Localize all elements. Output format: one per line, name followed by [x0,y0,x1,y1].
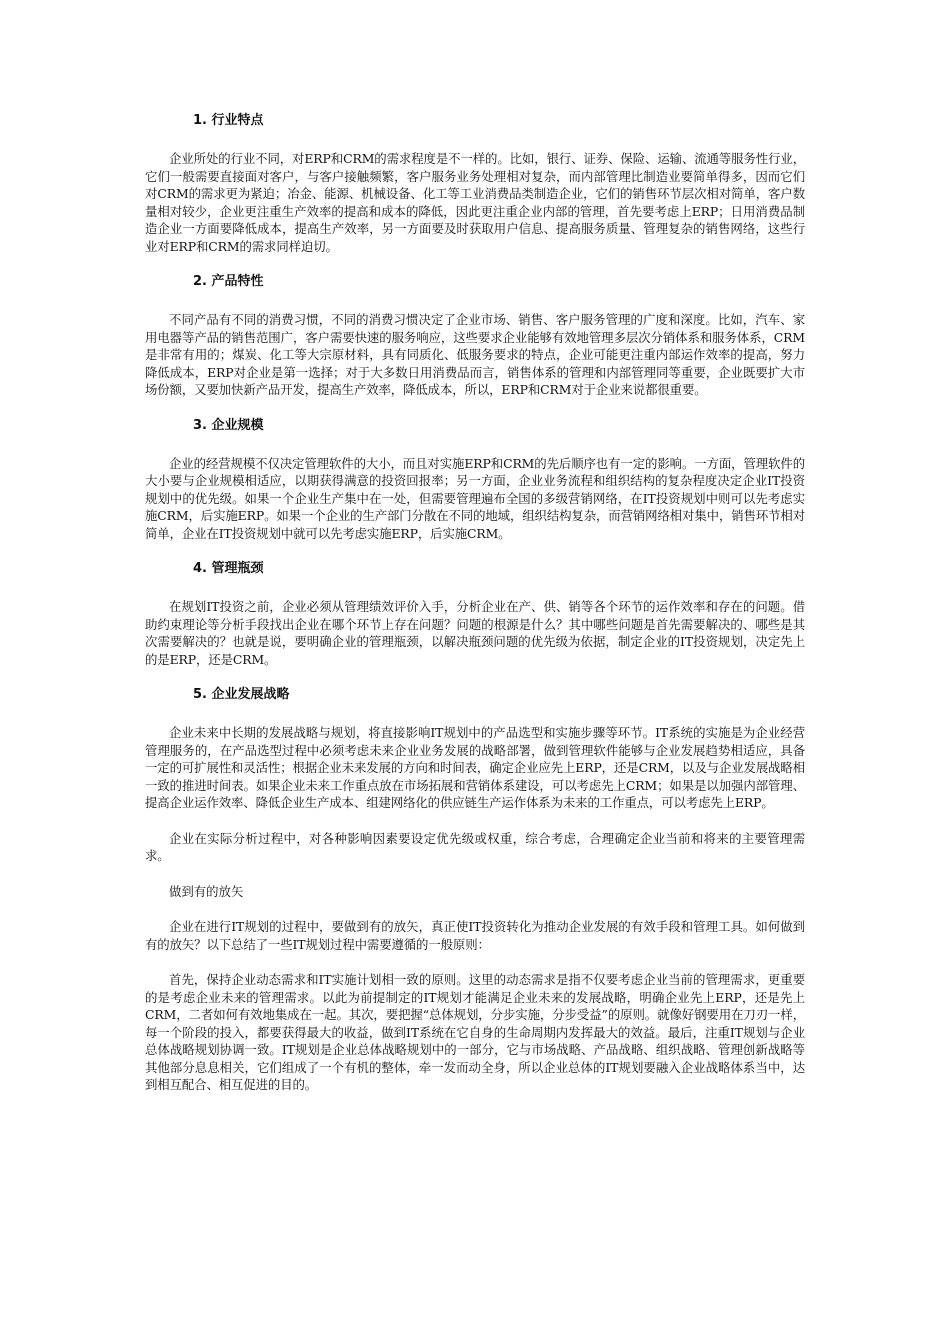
section-paragraph-product: 不同产品有不同的消费习惯，不同的消费习惯决定了企业市场、销售、客户服务管理的广度和深度。比如，汽车、家用电器等产品的销售范围广，客户需要快速的服务响应，这些要求企业能够有效地管理多层次分销体系和服务体系，CRM是非常有用的；煤炭、化工等大宗原材料，具有同质化、低服务要求的特点，企业可能更注重内部运作效率的提高，努力降低成本，ERP对企业是第一选择；对于大多数日用消费品而言，销售体系的管理和内部管理同等重要，企业既要扩大市场份额，又要加快新产品开发，提高生产效率，降低成本，所以，ERP和CRM对于企业来说都很重要。 [145,312,805,397]
subtitle: 做到有的放矢 [169,883,244,899]
section-paragraph-strategy: 企业未来中长期的发展战略与规划，将直接影响IT规划中的产品选型和实施步骤等环节。IT系统的实施是为企业经营管理服务的，在产品选型过程中必须考虑未来企业业务发展的战略部署，做到管理软件能够与企业发展趋势相适应，具备一定的可扩展性和灵活性；根据企业未来发展的方向和时间表，确定企业应先上ERP，还是CRM，以及与企业发展战略相一致的推进时间表。如果企业未来工作重点放在市场拓展和营销体系建设，可以考虑先上CRM；如果是以加强内部管理、提高企业运作效率、降低企业生产成本、组建网络化的供应链生产运作体系为未来的工作重点，可以考虑先上ERP。 [145,725,805,810]
section-paragraph-scale: 企业的经营规模不仅决定管理软件的大小，而且对实施ERP和CRM的先后顺序也有一定的影响。一方面，管理软件的大小要与企业规模相适应，以期获得满意的投资回报率；另一方面，企业业务流程和组织结构的复杂程度决定企业IT投资规划中的优先级。如果一个企业生产集中在一处，但需要管理遍布全国的多级营销网络，在IT投资规划中则可以先考虑实施CRM，后实施ERP。如果一个企业的生产部门分散在不同的地域，组织结构复杂，而营销网络相对集中，销售环节相对简单，企业在IT投资规划中就可以先考虑实施ERP，后实施CRM。 [145,455,805,541]
section-heading-strategy: 5. 企业发展战略 [193,687,290,702]
section-paragraph-bottleneck: 在规划IT投资之前，企业必须从管理绩效评价入手，分析企业在产、供、销等各个环节的运作效率和存在的问题。借助约束理论等分析手段找出企业在哪个环节上存在问题？问题的根源是什么？其中哪些问题是首先需要解决的、哪些是其次需要解决的？也就是说，要明确企业的管理瓶颈，以解决瓶颈问题的优先级为依据，制定企业的IT投资规划，决定先上的是ERP，还是CRM。 [145,599,805,667]
section-heading-bottleneck: 4. 管理瓶颈 [193,561,264,576]
section-heading-industry: 1. 行业特点 [193,113,264,128]
summary-paragraph: 企业在实际分析过程中，对各种影响因素要设定优先级或权重，综合考虑，合理确定企业当前和将来的主要管理需求。 [145,830,805,863]
section-paragraph-industry: 企业所处的行业不同，对ERP和CRM的需求程度是不一样的。比如，银行、证券、保险、运输、流通等服务性行业，它们一般需要直接面对客户，与客户接触频繁，客户服务业务处理相对复杂，而内部管理比制造业要简单得多，因而它们对CRM的需求更为紧迫；冶金、能源、机械设备、化工等工业消费品类制造企业，它们的销售环节层次相对简单，客户数量相对较少，企业更注重生产效率的提高和成本的降低，因此更注重企业内部的管理，首先要考虑上ERP；日用消费品制造企业一方面要降低成本，提高生产效率，另一方面要及时获取用户信息、提高服务质量、管理复杂的销售网络，这些行业对ERP和CRM的需求同样迫切。 [145,151,805,254]
section-heading-scale: 3. 企业规模 [193,417,264,433]
intro-paragraph: 企业在进行IT规划的过程中，要做到有的放矢，真正使IT投资转化为推动企业发展的有效手段和管理工具。如何做到有的放矢？以下总结了一些IT规划过程中需要遵循的一般原则： [145,919,805,952]
final-paragraph: 首先，保持企业动态需求和IT实施计划相一致的原则。这里的动态需求是指不仅要考虑企业当前的管理需求，更重要的是考虑企业未来的管理需求。以此为前提制定的IT规划才能满足企业未来的发展战略，明确企业先上ERP，还是先上CRM，二者如何有效地集成在一起。其次，要把握“总体规划，分步实施，分步受益”的原则。就像好钢要用在刀刃一样，每一个阶段的投入，都要获得最大的收益，做到IT系统在它自身的生命周期内发挥最大的效益。最后，注重IT规划与企业总体战略规划协调一致。IT规划是企业总体战略规划中的一部分，它与市场战略、产品战略、组织战略、管理创新战略等其他部分息息相关，它们组成了一个有机的整体，牵一发而动全身，所以企业总体的IT规划要融入企业战略体系当中，达到相互配合、相互促进的目的。 [145,972,805,1092]
section-heading-product: 2. 产品特性 [193,274,264,289]
document-page [145,112,805,1112]
